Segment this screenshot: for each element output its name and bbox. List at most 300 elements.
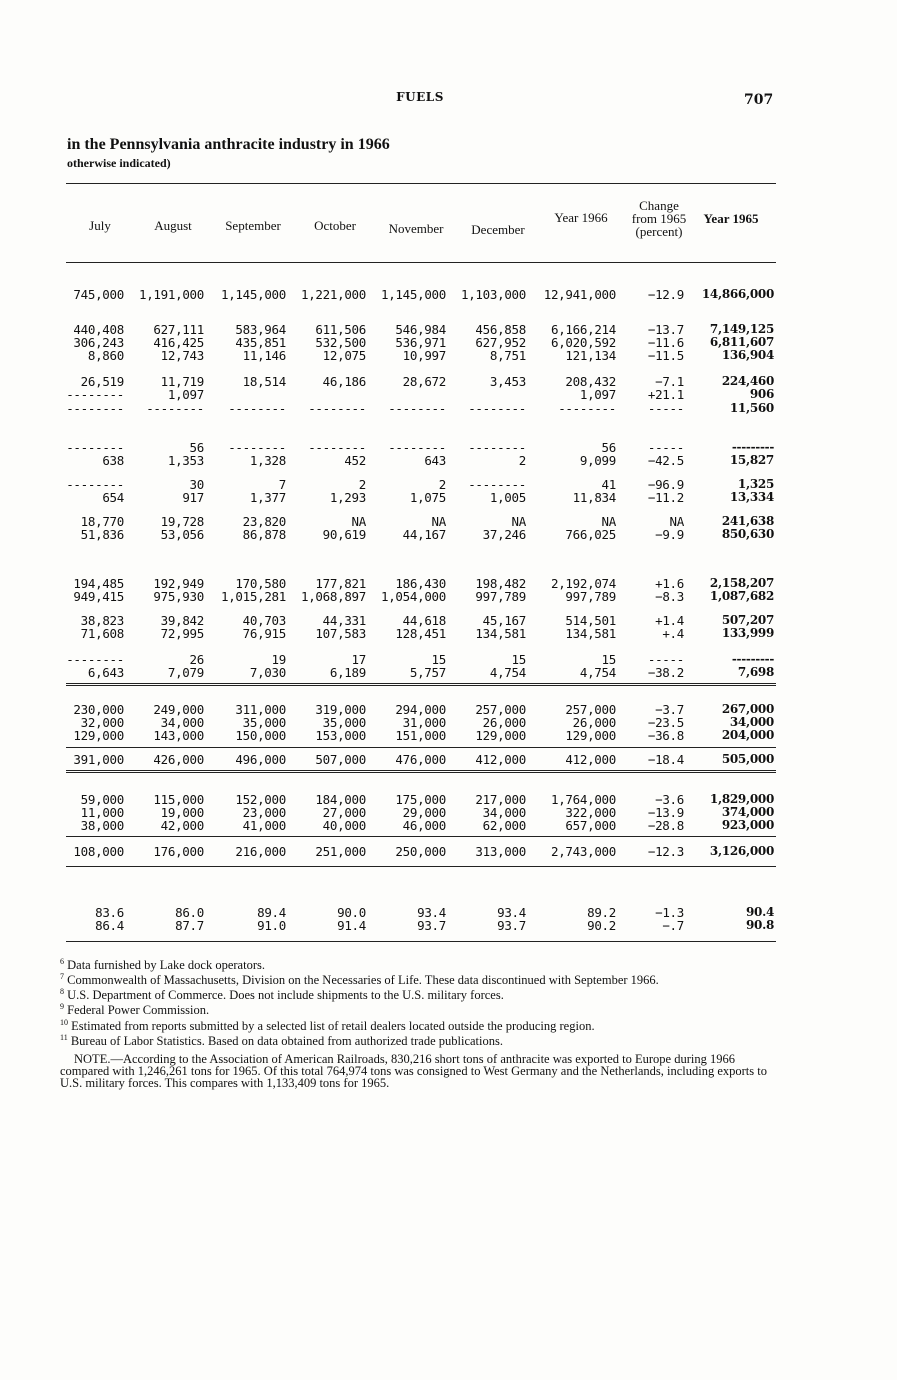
table-cell: 186,430 (395, 576, 446, 591)
table-cell: 1,353 (167, 453, 204, 468)
table-cell: 93.7 (497, 918, 526, 933)
table-cell: 39,842 (160, 613, 204, 628)
table-cell: 12,743 (160, 348, 204, 363)
table-cell: NA (669, 514, 684, 529)
note-paragraph: NOTE.—According to the Association of American Railroads, 830,216 short tons of anthracite was exported to Europe during 1966 compared with 1,246,261 tons for 1965. Of this total 764,974 tons was consigned to West Germany and the Netherlands, including exports to U.S. military forces. This compares with 1,133,409 tons for 1965. (60, 1051, 767, 1090)
table-cell: 1,075 (409, 490, 446, 505)
table-cell: −7.1 (655, 374, 684, 389)
table-cell: 194,485 (73, 576, 124, 591)
table-cell: −1.3 (655, 905, 684, 920)
table-cell: 657,000 (565, 818, 616, 833)
table-cell: 46,186 (322, 374, 366, 389)
table-cell: 17 (351, 652, 366, 667)
table-cell: 507,207 (721, 613, 774, 627)
table-cell: −.7 (662, 918, 684, 933)
table-cell: 583,964 (235, 322, 286, 337)
table-cell: 322,000 (565, 805, 616, 820)
table-cell: 15 (601, 652, 616, 667)
table-cell: ----- (647, 440, 684, 455)
table-cell: 35,000 (242, 715, 286, 730)
running-head: FUELS (396, 90, 444, 104)
table-cell: 2,158,207 (709, 576, 774, 590)
table-cell: 1,097 (167, 387, 204, 402)
table-cell: 72,995 (160, 626, 204, 641)
table-cell: -------- (308, 440, 366, 455)
table-cell: −36.8 (647, 728, 684, 743)
table-cell: 2 (438, 477, 446, 492)
table-cell: 4,754 (579, 665, 616, 680)
table-row (0, 454, 897, 468)
table-cell: 1,015,281 (220, 589, 286, 604)
table-cell: 133,999 (721, 626, 774, 640)
table-cell: 62,000 (482, 818, 526, 833)
table-cell: 654 (102, 490, 124, 505)
table-cell: 5,757 (409, 665, 446, 680)
table-cell: 86.0 (175, 905, 204, 920)
table-cell: -------- (468, 440, 526, 455)
table-cell: 90,619 (322, 527, 366, 542)
table-cell: 6,811,607 (709, 335, 774, 349)
table-cell: 11,719 (160, 374, 204, 389)
footnote-11: $^{11}$ Bureau of Labor Statistics. Based on data obtained from authorized trade publications. (60, 1032, 503, 1048)
table-cell: 643 (424, 453, 446, 468)
table-cell: 546,984 (395, 322, 446, 337)
table-row (0, 819, 897, 833)
table-cell: NA (601, 514, 616, 529)
table-cell: −11.6 (647, 335, 684, 350)
table-cell: 23,820 (242, 514, 286, 529)
table-cell: +1.4 (655, 613, 684, 628)
table-cell: 59,000 (80, 792, 124, 807)
table-cell: 1,764,000 (550, 792, 616, 807)
table-cell: 45,167 (482, 613, 526, 628)
table-cell: -------- (558, 401, 616, 416)
table-cell: 217,000 (475, 792, 526, 807)
table-cell: 975,930 (153, 589, 204, 604)
table-cell: +21.1 (647, 387, 684, 402)
table-cell: 7,079 (167, 665, 204, 680)
table-cell: 38,000 (80, 818, 124, 833)
table-cell: 37,246 (482, 527, 526, 542)
table-cell: 4,754 (489, 665, 526, 680)
table-cell: 476,000 (395, 752, 446, 767)
table-cell: 56 (189, 440, 204, 455)
table-cell: 51,836 (80, 527, 124, 542)
table-cell: 93.4 (417, 905, 446, 920)
table-cell: 13,334 (729, 490, 774, 504)
table-cell: -------- (468, 401, 526, 416)
table-cell: −11.2 (647, 490, 684, 505)
table-cell: 452 (344, 453, 366, 468)
table-cell: −23.5 (647, 715, 684, 730)
table-cell: 2,192,074 (550, 576, 616, 591)
table-cell: 906 (749, 387, 774, 401)
table-cell: 2 (358, 477, 366, 492)
table-cell: 14,866,000 (701, 287, 774, 301)
table-cell: 267,000 (721, 702, 774, 716)
table-cell: 34,000 (729, 715, 774, 729)
footnotes (60, 956, 772, 1089)
table-cell: 107,583 (315, 626, 366, 641)
table-cell: 176,000 (153, 844, 204, 859)
table-cell: 249,000 (153, 702, 204, 717)
table-cell: 1,005 (489, 490, 526, 505)
table-cell: 38,823 (80, 613, 124, 628)
table-cell: 216,000 (235, 844, 286, 859)
table-cell: 15,827 (729, 453, 774, 467)
subtotal-rule-2 (66, 836, 776, 837)
table-cell: 129,000 (73, 728, 124, 743)
table-cell: 514,501 (565, 613, 616, 628)
table-cell: 6,189 (329, 665, 366, 680)
col-header-august: August (154, 218, 192, 233)
table-cell: 313,000 (475, 844, 526, 859)
table-cell: 143,000 (153, 728, 204, 743)
table-cell: 224,460 (721, 374, 774, 388)
table-cell: 2 (518, 453, 526, 468)
table-cell: 1,221,000 (300, 287, 366, 302)
table-cell: -------- (308, 401, 366, 416)
table-cell: 3,453 (489, 374, 526, 389)
table-cell: 1,293 (329, 490, 366, 505)
table-cell: 18,770 (80, 514, 124, 529)
table-cell: 416,425 (153, 335, 204, 350)
table-cell: 28,672 (402, 374, 446, 389)
table-cell: 456,858 (475, 322, 526, 337)
table-cell: 230,000 (73, 702, 124, 717)
table-row (0, 919, 897, 933)
table-cell: ----- (647, 652, 684, 667)
table-cell: 89.4 (257, 905, 286, 920)
table-cell: 153,000 (315, 728, 366, 743)
table-cell: 29,000 (402, 805, 446, 820)
table-cell: 35,000 (322, 715, 366, 730)
table-cell: 532,500 (315, 335, 366, 350)
table-cell: 257,000 (565, 702, 616, 717)
table-cell: 204,000 (721, 728, 774, 742)
table-row (0, 288, 897, 302)
table-cell: −3.6 (655, 792, 684, 807)
col-header-september: September (225, 218, 281, 233)
table-cell: 11,146 (242, 348, 286, 363)
table-cell: 997,789 (475, 589, 526, 604)
section-rule-2 (66, 770, 776, 773)
table-cell: −18.4 (647, 752, 684, 767)
table-cell: 170,580 (235, 576, 286, 591)
table-cell: -------- (66, 652, 124, 667)
table-cell: 93.4 (497, 905, 526, 920)
table-cell: 6,166,214 (550, 322, 616, 337)
table-cell: 93.7 (417, 918, 446, 933)
table-cell: 53,056 (160, 527, 204, 542)
table-cell: 150,000 (235, 728, 286, 743)
table-cell: 8,860 (87, 348, 124, 363)
table-cell: 505,000 (721, 752, 774, 766)
table-cell: -------- (388, 401, 446, 416)
table-cell: 6,643 (87, 665, 124, 680)
footnote-7: $^7$ Commonwealth of Massachusetts, Division on the Necessaries of Life. These data discontinued with September 1966. (60, 972, 659, 988)
table-cell: +.4 (662, 626, 684, 641)
table-cell: 91.0 (257, 918, 286, 933)
table-cell: 90.0 (337, 905, 366, 920)
table-cell: 1,328 (249, 453, 286, 468)
footnote-9: $^9$ Federal Power Commission. (60, 1002, 210, 1018)
table-cell: 412,000 (565, 752, 616, 767)
table-cell: 152,000 (235, 792, 286, 807)
table-cell: 198,482 (475, 576, 526, 591)
table-row (0, 627, 897, 641)
table-cell: 19 (271, 652, 286, 667)
table-cell: 536,971 (395, 335, 446, 350)
table-cell: 11,000 (80, 805, 124, 820)
col-header-october: October (314, 218, 356, 233)
col-header-change: Change from 1965 (percent) (631, 198, 687, 239)
table-row (0, 491, 897, 505)
table-row (0, 528, 897, 542)
table-row (0, 402, 897, 416)
table-cell: 34,000 (160, 715, 204, 730)
table-cell: 27,000 (322, 805, 366, 820)
table-cell: 766,025 (565, 527, 616, 542)
table-row (0, 590, 897, 604)
table-cell: −9.9 (655, 527, 684, 542)
table-cell: 90.8 (745, 918, 774, 932)
col-header-year-1965: Year 1965 (703, 211, 759, 226)
table-cell: 923,000 (721, 818, 774, 832)
table-cell: 1,145,000 (380, 287, 446, 302)
table-cell: 121,134 (565, 348, 616, 363)
table-cell: −8.3 (655, 589, 684, 604)
table-cell: 136,904 (721, 348, 774, 362)
table-cell: 134,581 (565, 626, 616, 641)
table-cell: 1,103,000 (460, 287, 526, 302)
table-cell: 26,000 (572, 715, 616, 730)
table-cell: 76,915 (242, 626, 286, 641)
col-header-december: December (471, 222, 525, 237)
table-bottom-rule (66, 941, 776, 942)
table-cell: NA (431, 514, 446, 529)
table-cell: 7,149,125 (709, 322, 774, 336)
section-rule-1 (66, 683, 776, 686)
table-cell: 83.6 (95, 905, 124, 920)
table-cell: 1,191,000 (138, 287, 204, 302)
table-cell: 496,000 (235, 752, 286, 767)
table-cell: 1,325 (737, 477, 774, 491)
table-cell: 627,111 (153, 322, 204, 337)
footnote-8: $^8$ U.S. Department of Commerce. Does not include shipments to the U.S. military forces. (60, 987, 504, 1003)
table-cell: 19,000 (160, 805, 204, 820)
table-cell: 42,000 (160, 818, 204, 833)
table-cell: 108,000 (73, 844, 124, 859)
table-cell: −28.8 (647, 818, 684, 833)
table-cell: 41,000 (242, 818, 286, 833)
section-rule-3 (66, 866, 776, 867)
col-header-july: July (89, 218, 111, 233)
table-cell: 638 (102, 453, 124, 468)
table-cell: NA (351, 514, 366, 529)
table-cell: 71,608 (80, 626, 124, 641)
table-cell: 917 (182, 490, 204, 505)
table-cell: 1,087,682 (709, 589, 774, 603)
table-row (0, 845, 897, 859)
table-cell: −13.9 (647, 805, 684, 820)
table-cell: --------- (731, 440, 774, 454)
table-cell: 151,000 (395, 728, 446, 743)
table-row (0, 666, 897, 680)
table-cell: -------- (388, 440, 446, 455)
table-cell: −42.5 (647, 453, 684, 468)
table-cell: 306,243 (73, 335, 124, 350)
table-cell: −38.2 (647, 665, 684, 680)
table-cell: 44,331 (322, 613, 366, 628)
table-cell: 311,000 (235, 702, 286, 717)
header-bottom-rule (66, 262, 776, 263)
table-cell: 177,821 (315, 576, 366, 591)
table-cell: 41 (601, 477, 616, 492)
table-cell: 26 (189, 652, 204, 667)
table-cell: 7,030 (249, 665, 286, 680)
table-cell: 87.7 (175, 918, 204, 933)
table-cell: 91.4 (337, 918, 366, 933)
table-cell: 949,415 (73, 589, 124, 604)
table-cell: 1,829,000 (709, 792, 774, 806)
table-cell: −11.5 (647, 348, 684, 363)
table-cell: 208,432 (565, 374, 616, 389)
table-title: in the Pennsylvania anthracite industry in 1966 (67, 136, 390, 153)
table-cell: 745,000 (73, 287, 124, 302)
table-cell: +1.6 (655, 576, 684, 591)
table-cell: 26,519 (80, 374, 124, 389)
table-cell: 1,097 (579, 387, 616, 402)
table-cell: 3,126,000 (709, 844, 774, 858)
table-cell: -------- (228, 440, 286, 455)
table-cell: 56 (601, 440, 616, 455)
table-row (0, 729, 897, 743)
footnote-6: $^6$ Data furnished by Lake dock operators. (60, 957, 265, 973)
table-cell: 2,743,000 (550, 844, 616, 859)
table-row (0, 349, 897, 363)
table-cell: 46,000 (402, 818, 446, 833)
table-cell: 30 (189, 477, 204, 492)
col-header-november: November (388, 221, 444, 236)
table-cell: 175,000 (395, 792, 446, 807)
table-cell: −3.7 (655, 702, 684, 717)
table-cell: -------- (146, 401, 204, 416)
table-cell: 40,000 (322, 818, 366, 833)
table-cell: 850,630 (721, 527, 774, 541)
table-cell: 40,703 (242, 613, 286, 628)
subtotal-rule-1 (66, 747, 776, 748)
page-number: 707 (744, 92, 774, 108)
table-cell: 184,000 (315, 792, 366, 807)
table-cell: 89.2 (587, 905, 616, 920)
table-cell: 90.4 (745, 905, 774, 919)
table-cell: 7,698 (737, 665, 774, 679)
table-cell: 440,408 (73, 322, 124, 337)
table-cell: −13.7 (647, 322, 684, 337)
table-cell: -------- (66, 440, 124, 455)
table-cell: ----- (647, 401, 684, 416)
table-cell: 129,000 (565, 728, 616, 743)
table-cell: 115,000 (153, 792, 204, 807)
table-cell: 627,952 (475, 335, 526, 350)
table-cell: 44,618 (402, 613, 446, 628)
table-cell: 34,000 (482, 805, 526, 820)
table-cell: 507,000 (315, 752, 366, 767)
table-subtitle: otherwise indicated) (67, 156, 171, 170)
table-cell: -------- (66, 401, 124, 416)
col-header-year-1966: Year 1966 (554, 210, 608, 225)
table-cell: 6,020,592 (550, 335, 616, 350)
table-cell: 44,167 (402, 527, 446, 542)
table-row (0, 753, 897, 767)
table-cell: 611,506 (315, 322, 366, 337)
table-cell: 1,054,000 (380, 589, 446, 604)
table-cell: 128,451 (395, 626, 446, 641)
table-cell: −96.9 (647, 477, 684, 492)
table-cell: 435,851 (235, 335, 286, 350)
table-cell: 10,997 (402, 348, 446, 363)
table-cell: 15 (511, 652, 526, 667)
table-cell: 192,949 (153, 576, 204, 591)
table-cell: 19,728 (160, 514, 204, 529)
table-cell: 1,068,897 (300, 589, 366, 604)
table-cell: 412,000 (475, 752, 526, 767)
table-cell: 129,000 (475, 728, 526, 743)
table-cell: 997,789 (565, 589, 616, 604)
table-cell: 26,000 (482, 715, 526, 730)
table-cell: -------- (468, 477, 526, 492)
table-cell: 294,000 (395, 702, 446, 717)
table-cell: 9,099 (579, 453, 616, 468)
table-cell: 426,000 (153, 752, 204, 767)
table-cell: 15 (431, 652, 446, 667)
footnote-10: $^{10}$ Estimated from reports submitted by a selected list of retail dealers located outside the producing region. (60, 1017, 595, 1033)
table-cell: 18,514 (242, 374, 286, 389)
table-cell: 86,878 (242, 527, 286, 542)
table-cell: 86.4 (95, 918, 124, 933)
table-cell: 374,000 (721, 805, 774, 819)
table-cell: 90.2 (587, 918, 616, 933)
table-cell: 12,941,000 (543, 287, 616, 302)
table-cell: 391,000 (73, 752, 124, 767)
table-cell: -------- (228, 401, 286, 416)
table-cell: −12.3 (647, 844, 684, 859)
table-cell: 8,751 (489, 348, 526, 363)
table-top-rule (66, 183, 776, 184)
table-row (0, 388, 897, 402)
table-cell: 257,000 (475, 702, 526, 717)
table-cell: 1,145,000 (220, 287, 286, 302)
table-cell: --------- (731, 652, 774, 666)
table-cell: 11,834 (572, 490, 616, 505)
table-cell: -------- (66, 387, 124, 402)
table-cell: 134,581 (475, 626, 526, 641)
table-cell: -------- (66, 477, 124, 492)
table-cell: −12.9 (647, 287, 684, 302)
table-cell: 32,000 (80, 715, 124, 730)
table-cell: 251,000 (315, 844, 366, 859)
table-cell: 241,638 (721, 514, 774, 528)
table-cell: 250,000 (395, 844, 446, 859)
table-cell: 12,075 (322, 348, 366, 363)
table-cell: 31,000 (402, 715, 446, 730)
table-cell: 23,000 (242, 805, 286, 820)
table-cell: 1,377 (249, 490, 286, 505)
table-cell: 7 (278, 477, 286, 492)
table-cell: NA (511, 514, 526, 529)
table-cell: 319,000 (315, 702, 366, 717)
